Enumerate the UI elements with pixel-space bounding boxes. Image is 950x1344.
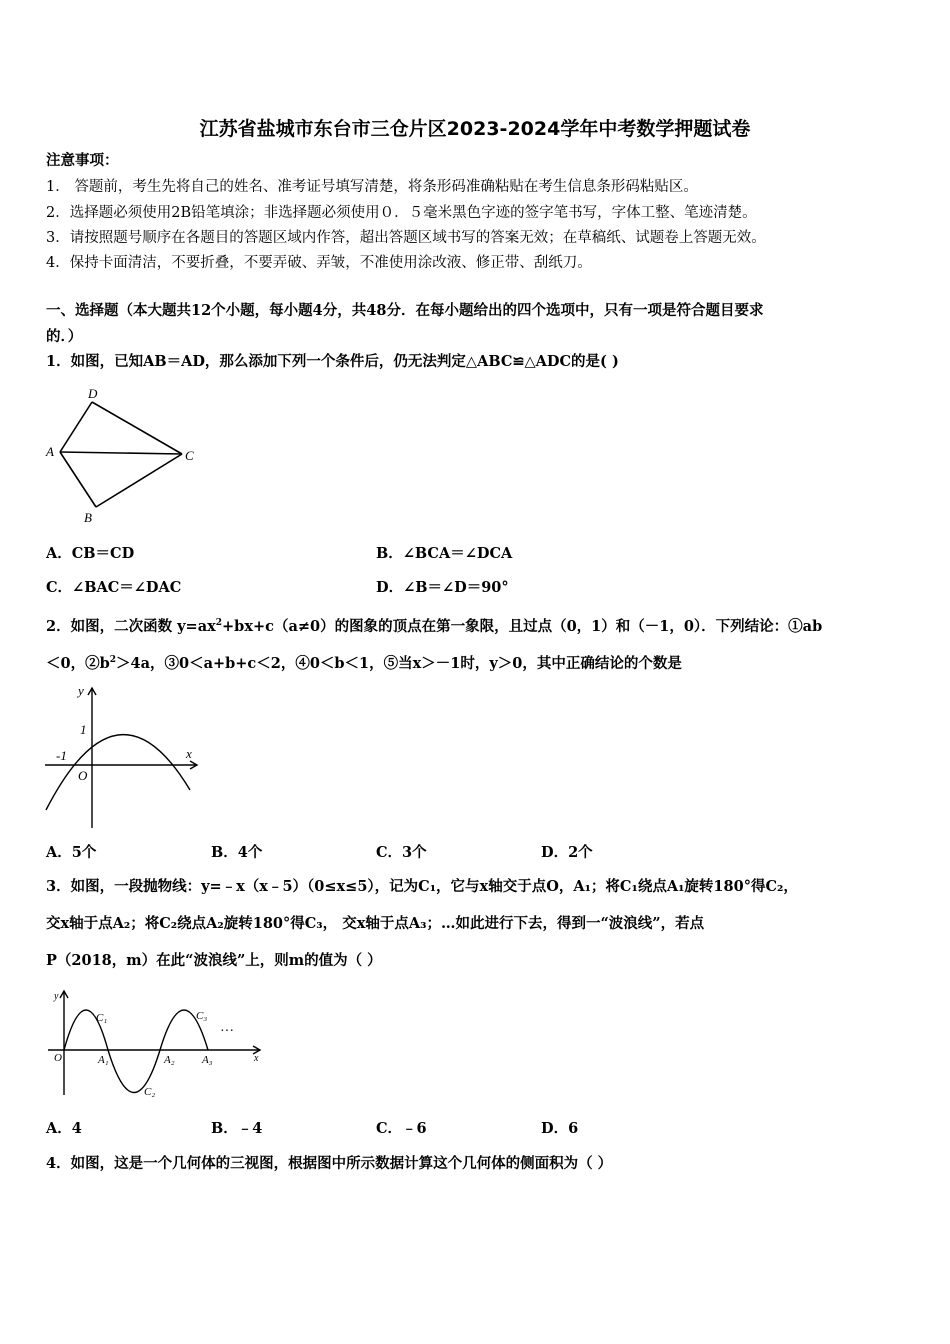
label-one: 1 [80,722,87,737]
question-3-line-2: 交x轴于点A₂；将C₂绕点A₂旋转180°得C₃， 交x轴于点A₃；…如此进行下去，得到一“波浪线”，若点 [46,915,705,932]
label-c: C [185,448,194,463]
option-c[interactable]: C．﹣6 [376,1120,427,1137]
label-c2: C₂ [144,1086,156,1098]
label-x: x [254,1053,259,1064]
label-x: x [186,746,192,761]
option-c[interactable]: C．3个 [376,844,427,861]
label-a: A [46,444,54,459]
label-a2: A₂ [164,1054,175,1066]
question-1-figure [40,382,210,532]
label-c1: C₁ [96,1012,108,1024]
notice-item: 4．保持卡面清洁，不要折叠，不要弄破、弄皱，不准使用涂改液、修正带、刮纸刀。 [46,255,592,271]
label-minus-one: -1 [56,748,67,763]
option-c[interactable]: C．∠BAC＝∠DAC [46,579,182,596]
page-title: 江苏省盐城市东台市三仓片区2023-2024学年中考数学押题试卷 [199,118,751,140]
label-dots: ··· [220,1024,234,1039]
label-b: B [84,510,92,525]
question-2-line-2: ＜0，$②b^2>4a$，③0＜a+b+c＜2，④0＜b＜1，⑤当x＞－1时，y＞0，其中正确结论的个数是 [46,654,682,672]
notice-item: 1． 答题前，考生先将自己的姓名、准考证号填写清楚，将条形码准确粘贴在考生信息条形码粘贴区。 [46,179,698,195]
question-4-stem: 4．如图，这是一个几何体的三视图，根据图中所示数据计算这个几何体的侧面积为（ ） [46,1155,613,1172]
label-a3: A₃ [202,1054,213,1066]
option-b[interactable]: B．﹣4 [211,1120,263,1137]
question-1-stem: 1．如图，已知AB＝AD，那么添加下列一个条件后，仍无法判定△ABC≌△ADC的是( ) [46,353,619,370]
question-3-figure [40,985,270,1105]
option-a[interactable]: A．4 [46,1120,82,1137]
option-d[interactable]: D．∠B＝∠D＝90° [376,579,509,596]
notice-item: 3．请按照题号顺序在各题目的答题区域内作答，超出答题区域书写的答案无效；在草稿纸、试题卷上答题无效。 [46,230,766,246]
label-a1: A₁ [98,1054,109,1066]
option-b[interactable]: B．4个 [211,844,263,861]
notice-heading: 注意事项： [46,152,119,169]
option-d[interactable]: D．2个 [541,844,593,861]
notice-item: 2．选择题必须使用2B铅笔填涂；非选择题必须使用０．５毫米黑色字迹的签字笔书写，字体工整、笔迹清楚。 [46,205,757,221]
option-d[interactable]: D．6 [541,1120,579,1137]
label-origin: O [54,1052,62,1064]
section-heading: 一、选择题（本大题共12个小题，每小题4分，共48分．在每小题给出的四个选项中，只有一项是符合题目要求 [46,302,764,319]
question-2-line-1: 2．如图，二次函数 $y=ax^2+bx+c(a\ne 0)$的图象的顶点在第一象限，且过点（0，1）和（－1，0）．下列结论：①ab [46,617,823,635]
label-y: y [54,991,59,1002]
question-3-line-3: P（2018，m）在此“波浪线”上，则m的值为（ ） [46,952,382,969]
question-2-figure [40,680,210,830]
section-heading-cont: 的．） [46,328,83,345]
label-d: D [88,386,98,401]
option-b[interactable]: B．∠BCA＝∠DCA [376,545,513,562]
label-c3: C₃ [196,1010,208,1022]
question-3-line-1: 3．如图，一段抛物线：y=﹣x（x﹣5）（0≤x≤5），记为C₁，它与x轴交于点O，A₁；将C₁绕点A₁旋转180°得C₂， [46,878,798,895]
label-origin: O [78,768,88,783]
option-a[interactable]: A．CB＝CD [46,545,135,562]
label-y: y [78,683,84,698]
option-a[interactable]: A．5个 [46,844,97,861]
